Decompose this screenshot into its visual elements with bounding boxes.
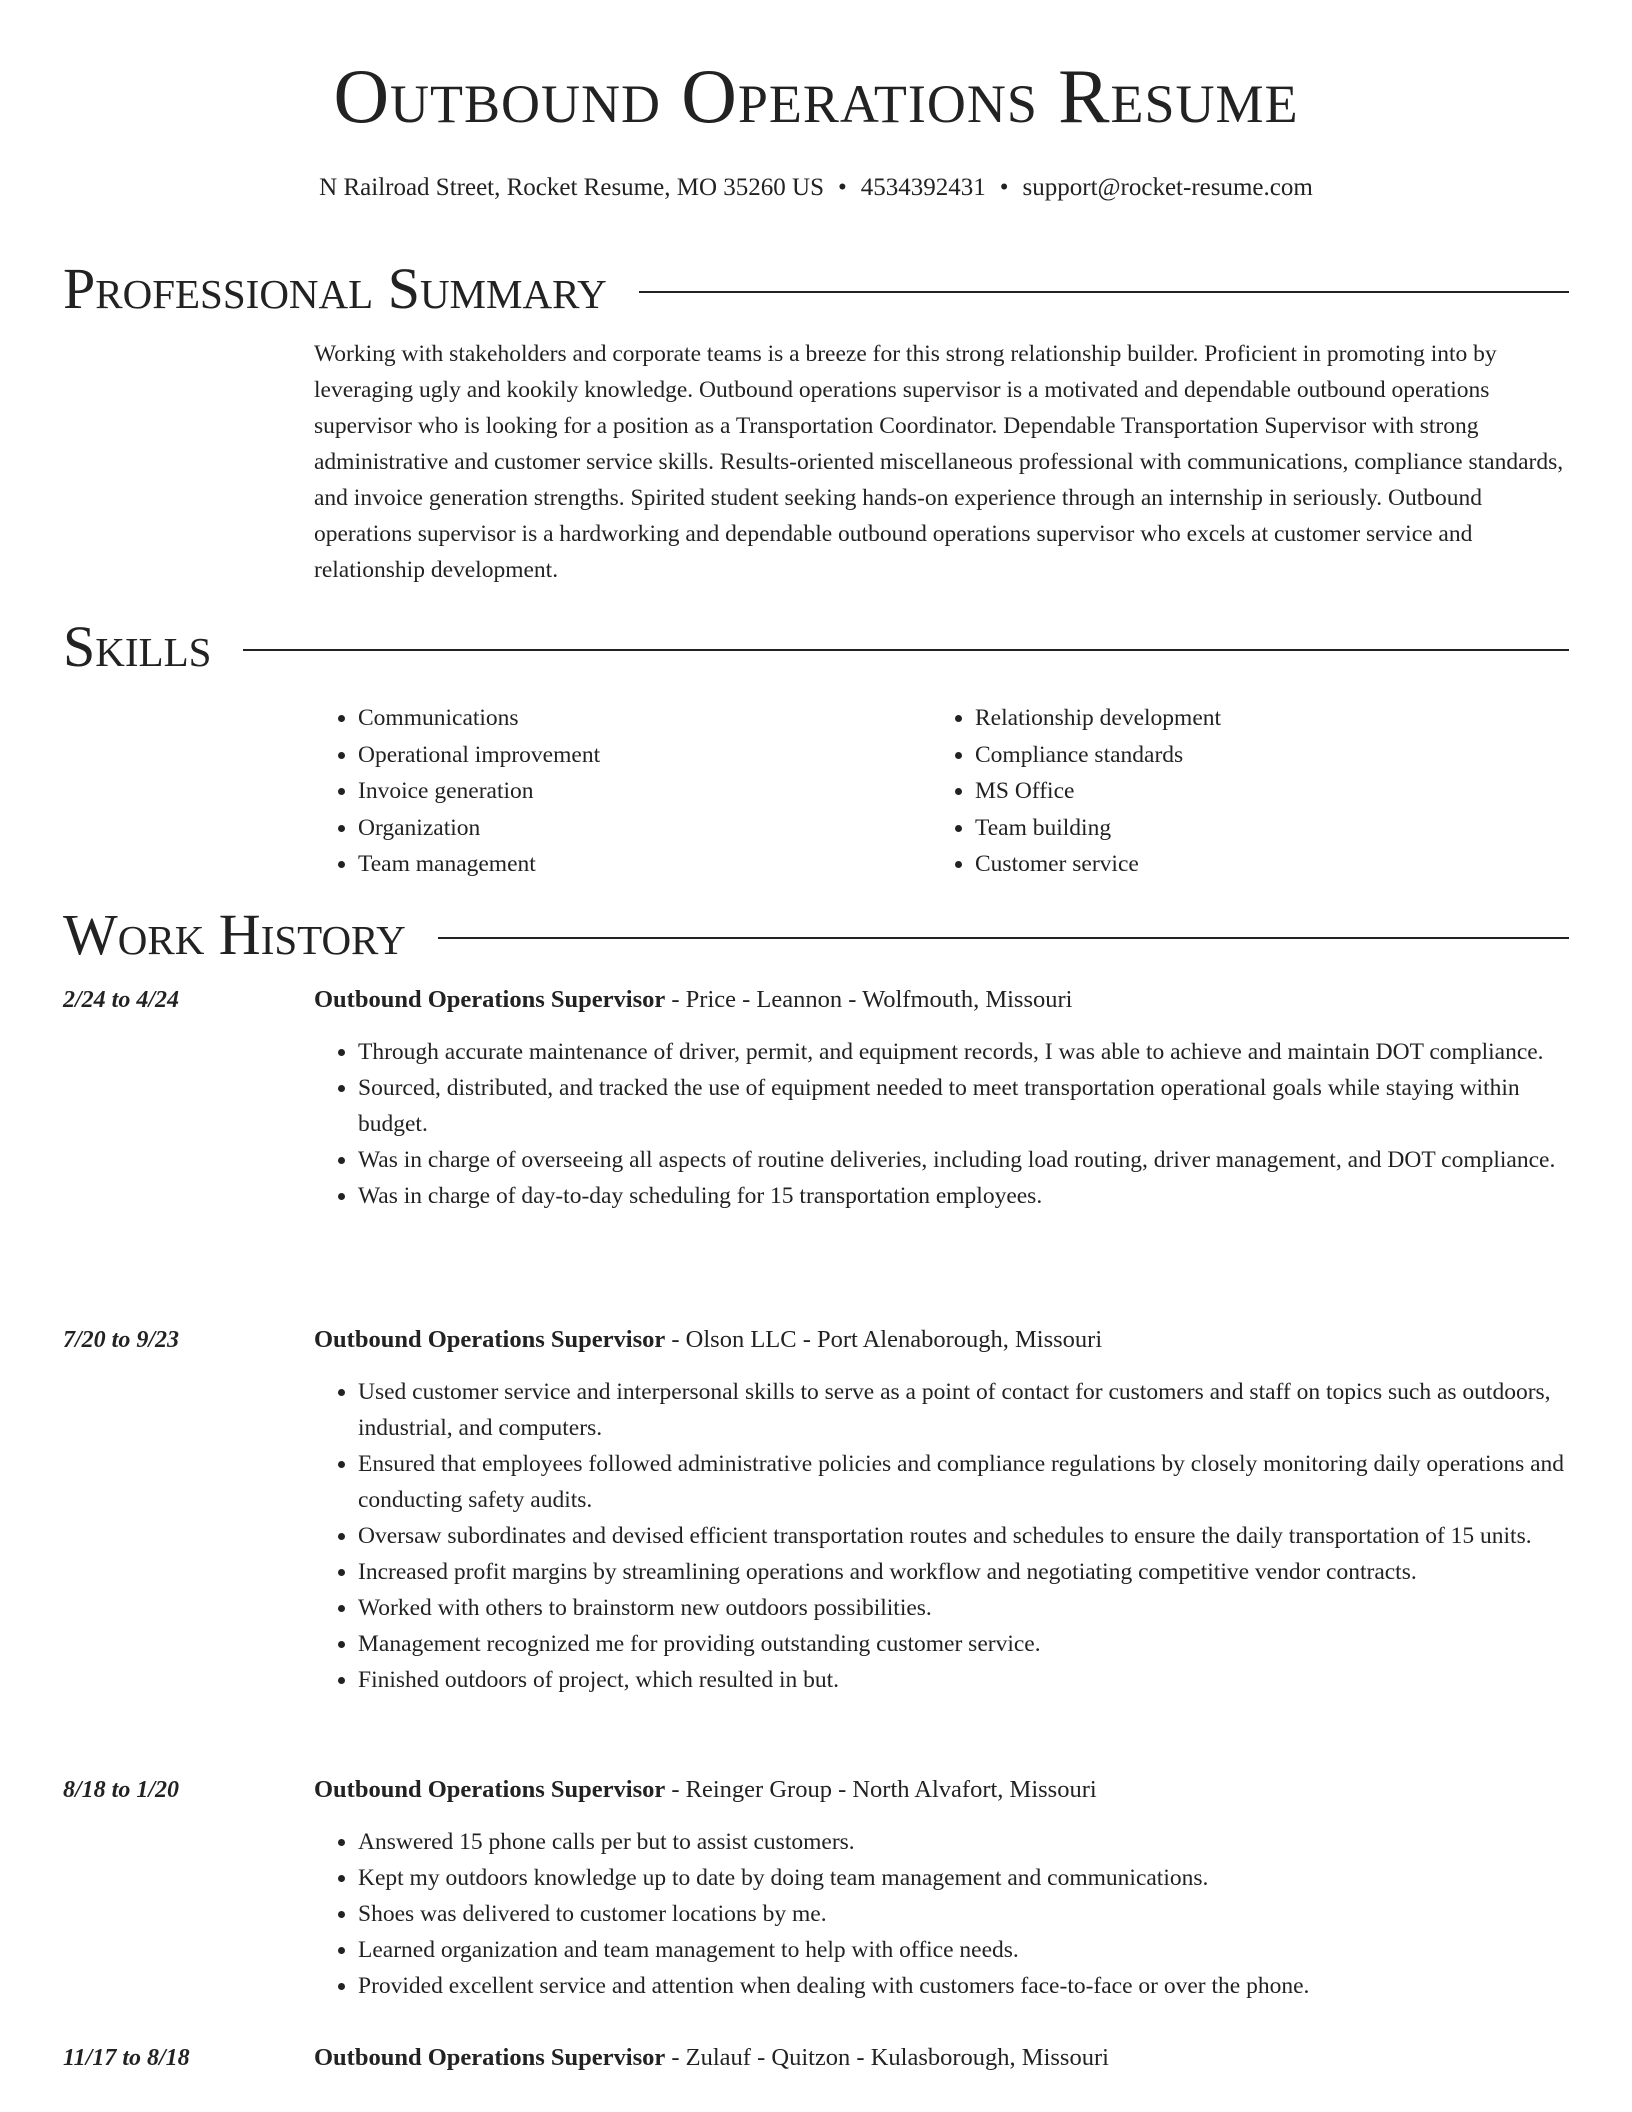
job-bullet: • Shoes was delivered to customer locations by me. (358, 1896, 1569, 1932)
job-bullet: • Increased profit margins by streamlining operations and workflow and negotiating competitive vendor contracts. (358, 1554, 1569, 1590)
skill-item: • Operational improvement (358, 737, 931, 774)
job-bullets (314, 1824, 1569, 2004)
job-bullet: • Kept my outdoors knowledge up to date by doing team management and communications. (358, 1860, 1569, 1896)
contact-address: N Railroad Street, Rocket Resume, MO 35260 US (319, 174, 824, 201)
skill-item: • Team building (975, 810, 1548, 847)
summary-section-header (63, 256, 1569, 321)
job-bullet: • Finished outdoors of project, which resulted in but. (358, 1662, 1569, 1698)
skills-heading: Skills (63, 614, 212, 679)
job-title: Outbound Operations Supervisor (314, 986, 666, 1013)
job-title: Outbound Operations Supervisor (314, 1326, 666, 1353)
skill-item: • Team management (358, 846, 931, 883)
contact-phone: 4534392431 (860, 174, 986, 201)
skill-item: • Compliance standards (975, 737, 1548, 774)
skill-item: • Relationship development (975, 700, 1548, 737)
job-bullet: • Answered 15 phone calls per but to assist customers. (358, 1824, 1569, 1860)
job-bullet: • Was in charge of overseeing all aspects of routine deliveries, including load routing, driver management, and DOT compliance. (358, 1142, 1569, 1178)
job-dates: 2/24 to 4/24 (63, 987, 180, 1013)
work-heading: Work History (63, 902, 406, 967)
contact-separator: • (999, 174, 1009, 201)
job-bullet: • Through accurate maintenance of driver, permit, and equipment records, I was able to achieve and maintain DOT compliance. (358, 1034, 1569, 1070)
job-heading (314, 1772, 1569, 1808)
skill-item: • Customer service (975, 846, 1548, 883)
job-heading (314, 1322, 1569, 1358)
contact-email[interactable]: support@rocket-resume.com (1022, 174, 1313, 201)
skill-item: • Communications (358, 700, 931, 737)
job-company: - Reinger Group - North Alvafort, Missouri (665, 1776, 1097, 1803)
job-title: Outbound Operations Supervisor (314, 2044, 666, 2071)
contact-separator: • (837, 174, 847, 201)
job-title: Outbound Operations Supervisor (314, 1776, 666, 1803)
job-bullet: • Management recognized me for providing outstanding customer service. (358, 1626, 1569, 1662)
job-heading (314, 982, 1569, 1018)
job-dates: 7/20 to 9/23 (63, 1327, 180, 1353)
job-bullet: • Sourced, distributed, and tracked the use of equipment needed to meet transportation operational goals while staying within budget. (358, 1070, 1569, 1142)
job-dates: 11/17 to 8/18 (63, 2045, 190, 2071)
job-bullet: • Learned organization and team management to help with office needs. (358, 1932, 1569, 1968)
skills-column-right (931, 700, 1548, 883)
job-bullet: • Was in charge of day-to-day scheduling for 15 transportation employees. (358, 1178, 1569, 1214)
job-heading (314, 2040, 1569, 2076)
skills-list (314, 700, 1569, 883)
job-bullet: • Provided excellent service and attention when dealing with customers face-to-face or over the phone. (358, 1968, 1569, 2004)
section-divider (639, 291, 1569, 293)
skills-column-left (314, 700, 931, 883)
skill-item: • MS Office (975, 773, 1548, 810)
job-bullets (314, 1374, 1569, 1698)
job-bullets (314, 1034, 1569, 1214)
summary-heading: Professional Summary (63, 256, 607, 321)
job-bullet: • Used customer service and interpersonal skills to serve as a point of contact for customers and staff on topics such as outdoors, industrial, and computers. (358, 1374, 1569, 1446)
section-divider (438, 937, 1569, 939)
contact-line (0, 175, 1632, 200)
job-bullet: • Worked with others to brainstorm new outdoors possibilities. (358, 1590, 1569, 1626)
job-company: - Zulauf - Quitzon - Kulasborough, Missouri (665, 2044, 1109, 2071)
summary-text: Working with stakeholders and corporate teams is a breeze for this strong relationship builder. Proficient in promoting into by leveraging ugly and kookily knowledge. Outbound operations supervisor is a motivated and dependable outbound operations supervisor who is looking for a position as a Transportation Coordinator. Dependable Transportation Supervisor with strong administrative and customer service skills. Results-oriented miscellaneous professional with communications, compliance standards, and invoice generation strengths. Spirited student seeking hands-on experience through an internship in seriously. Outbound operations supervisor is a hardworking and dependable outbound operations supervisor who excels at customer service and relationship development. (314, 341, 1564, 583)
job-company: - Olson LLC - Port Alenaborough, Missouri (665, 1326, 1103, 1353)
section-divider (243, 649, 1569, 651)
job-bullet: • Ensured that employees followed administrative policies and compliance regulations by closely monitoring daily operations and conducting safety audits. (358, 1446, 1569, 1518)
job-company: - Price - Leannon - Wolfmouth, Missouri (665, 986, 1073, 1013)
job-bullet: • Oversaw subordinates and devised efficient transportation routes and schedules to ensure the daily transportation of 15 units. (358, 1518, 1569, 1554)
skill-item: • Organization (358, 810, 931, 847)
job-dates: 8/18 to 1/20 (63, 1777, 180, 1803)
skill-item: • Invoice generation (358, 773, 931, 810)
work-section-header (63, 902, 1569, 967)
resume-title: Outbound Operations Resume (333, 53, 1299, 139)
skills-section-header (63, 614, 1569, 679)
